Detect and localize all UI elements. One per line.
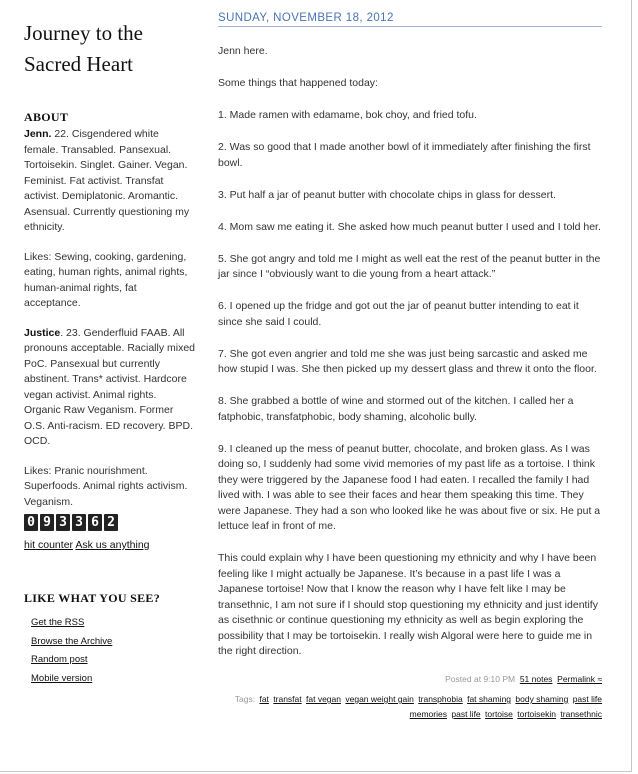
counter-links bbox=[24, 539, 196, 551]
list-item bbox=[31, 633, 196, 652]
post-paragraph: 1. Made ramen with edamame, bok choy, and fried tofu. bbox=[218, 109, 477, 121]
tag-link[interactable]: past life bbox=[451, 709, 481, 719]
tag-link[interactable]: transethnic bbox=[560, 709, 602, 719]
jenn-bio bbox=[24, 127, 196, 236]
sidebar-link-list bbox=[24, 614, 196, 688]
blog-title-line-1: Journey to the bbox=[24, 21, 143, 45]
post-footer bbox=[218, 672, 602, 686]
list-item bbox=[31, 614, 196, 633]
post-paragraph: 7. She got even angrier and told me she was just being sarcastic and asked me how stupid I was. She then picked up my dessert glass and threw it onto the floor. bbox=[218, 347, 597, 375]
counter-digit: 0 bbox=[24, 514, 38, 531]
justice-bio bbox=[24, 326, 196, 450]
post-paragraph: 2. Was so good that I made another bowl of it immediately after finishing the first bowl. bbox=[218, 141, 591, 169]
counter-digit: 9 bbox=[40, 514, 54, 531]
counter-digit: 2 bbox=[104, 514, 118, 531]
tag-link[interactable]: fat bbox=[259, 694, 269, 704]
hit-counter-widget[interactable] bbox=[24, 514, 196, 531]
list-item bbox=[31, 651, 196, 670]
post-paragraph: This could explain why I have been questioning my ethnicity and why I have been feeling like I might actually be Japanese. It’s because in a past life I was a Japanese tortoise! Now that I know the reason why I have felt like I may be transethnic, I am not sure if I should stop questioning my ethnicity and just identify as cisethnic or continue questioning my ethnicity as well as begin exploring the possibility that I may be tortoisekin. I really wish Algoral were here to guide me in the right direction. bbox=[218, 552, 598, 657]
tag-link[interactable]: tortoisekin bbox=[517, 709, 557, 719]
tag-link[interactable]: fat shaming bbox=[467, 694, 512, 704]
blog-title-line-2: Sacred Heart bbox=[24, 52, 134, 76]
post-paragraph: 3. Put half a jar of peanut butter with chocolate chips in glass for dessert. bbox=[218, 188, 556, 201]
justice-likes: Likes: Pranic nourishment. Superfoods. Animal rights activism. Veganism. bbox=[24, 464, 188, 508]
post-paragraph: 9. I cleaned up the mess of peanut butter, chocolate, and broken glass. As I was doing so, I suddenly had some vivid memories of my past life as a tortoise. I think they were triggered by the Japanese food I had eaten. I recalled the family I had lived with. I was able to see their faces and hear them speaking this time. They were Japanese. They had a son who looked like he was about five or six. He put a lettuce leaf in front of me. bbox=[218, 442, 601, 532]
counter-digit: 6 bbox=[88, 514, 102, 531]
mobile-version-link[interactable]: Mobile version bbox=[31, 672, 93, 684]
tag-link[interactable]: tortoise bbox=[485, 709, 513, 719]
ask-link[interactable]: Ask us anything bbox=[75, 539, 150, 551]
tag-link[interactable]: body shaming bbox=[515, 694, 569, 704]
post-date: SUNDAY, NOVEMBER 18, 2012 bbox=[218, 12, 602, 27]
blog-title[interactable] bbox=[24, 18, 196, 80]
tag-link[interactable]: fat vegan bbox=[306, 694, 341, 704]
jenn-bio-text: 22. Cisgendered white female. Transabled. Pansexual. Tortoisekin. Singlet. Gainer. Vegan. Feminist. Fat activist. Transfat activist. Demiplatonic. Aromantic. Asensual. Currently questioning my ethnicity. bbox=[24, 128, 190, 233]
rss-link[interactable]: Get the RSS bbox=[31, 617, 85, 628]
jenn-likes: Likes: Sewing, cooking, gardening, eating, human rights, animal rights, human-animal rights, fat acceptance. bbox=[24, 250, 188, 309]
about-heading: ABOUT bbox=[24, 110, 69, 124]
tag-link[interactable]: memories bbox=[409, 709, 447, 719]
post-tags bbox=[218, 692, 602, 722]
justice-bio-text: . 23. Genderfluid FAAB. All pronouns acceptable. Racially mixed PoC. Pansexual but currently abstinent. Trans* activist. Hardcore vegan activist. Animal rights. Organic Raw Veganism. Former O.S. Anti-racism. ED recovery. BPD. OCD. bbox=[24, 326, 196, 447]
archive-link[interactable]: Browse the Archive bbox=[31, 635, 113, 647]
post-paragraph: Jenn here. bbox=[218, 45, 268, 57]
jenn-name: Jenn. bbox=[24, 128, 52, 140]
permalink[interactable]: Permalink ≈ bbox=[557, 674, 602, 684]
tag-link[interactable]: past life bbox=[572, 694, 602, 704]
tag-link[interactable]: transfat bbox=[273, 694, 302, 704]
post-paragraph: 5. She got angry and told me I might as well eat the rest of the peanut butter in the jar since I “obviously want to die young from a heart attack.” bbox=[218, 252, 601, 280]
tag-link[interactable]: vegan weight gain bbox=[345, 694, 414, 704]
tags-label: Tags: bbox=[234, 694, 256, 704]
post-paragraph: 8. She grabbed a bottle of wine and stormed out of the kitchen. I called her a fatphobic, transfatphobic, body shaming, alcoholic bully. bbox=[218, 395, 574, 423]
post-paragraph: Some things that happened today: bbox=[218, 77, 378, 89]
sidebar bbox=[24, 18, 196, 688]
post-paragraph: 4. Mom saw me eating it. She asked how much peanut butter I used and I told her. bbox=[218, 220, 601, 233]
justice-name: Justice bbox=[24, 326, 61, 339]
posted-at: Posted at 9:10 PM bbox=[445, 674, 516, 684]
post-paragraph: 6. I opened up the fridge and got out the jar of peanut butter intending to eat it since she said I could. bbox=[218, 300, 579, 328]
notes-link[interactable]: 51 notes bbox=[519, 674, 553, 684]
counter-digit: 3 bbox=[56, 514, 70, 531]
random-post-link[interactable]: Random post bbox=[31, 654, 88, 665]
tag-link[interactable]: transphobia bbox=[418, 694, 463, 704]
like-heading: LIKE WHAT YOU SEE? bbox=[24, 591, 160, 605]
list-item bbox=[31, 670, 196, 689]
counter-digit: 3 bbox=[72, 514, 86, 531]
hit-counter-link[interactable]: hit counter bbox=[24, 539, 74, 551]
main-content bbox=[218, 12, 602, 722]
post-body bbox=[218, 44, 602, 660]
